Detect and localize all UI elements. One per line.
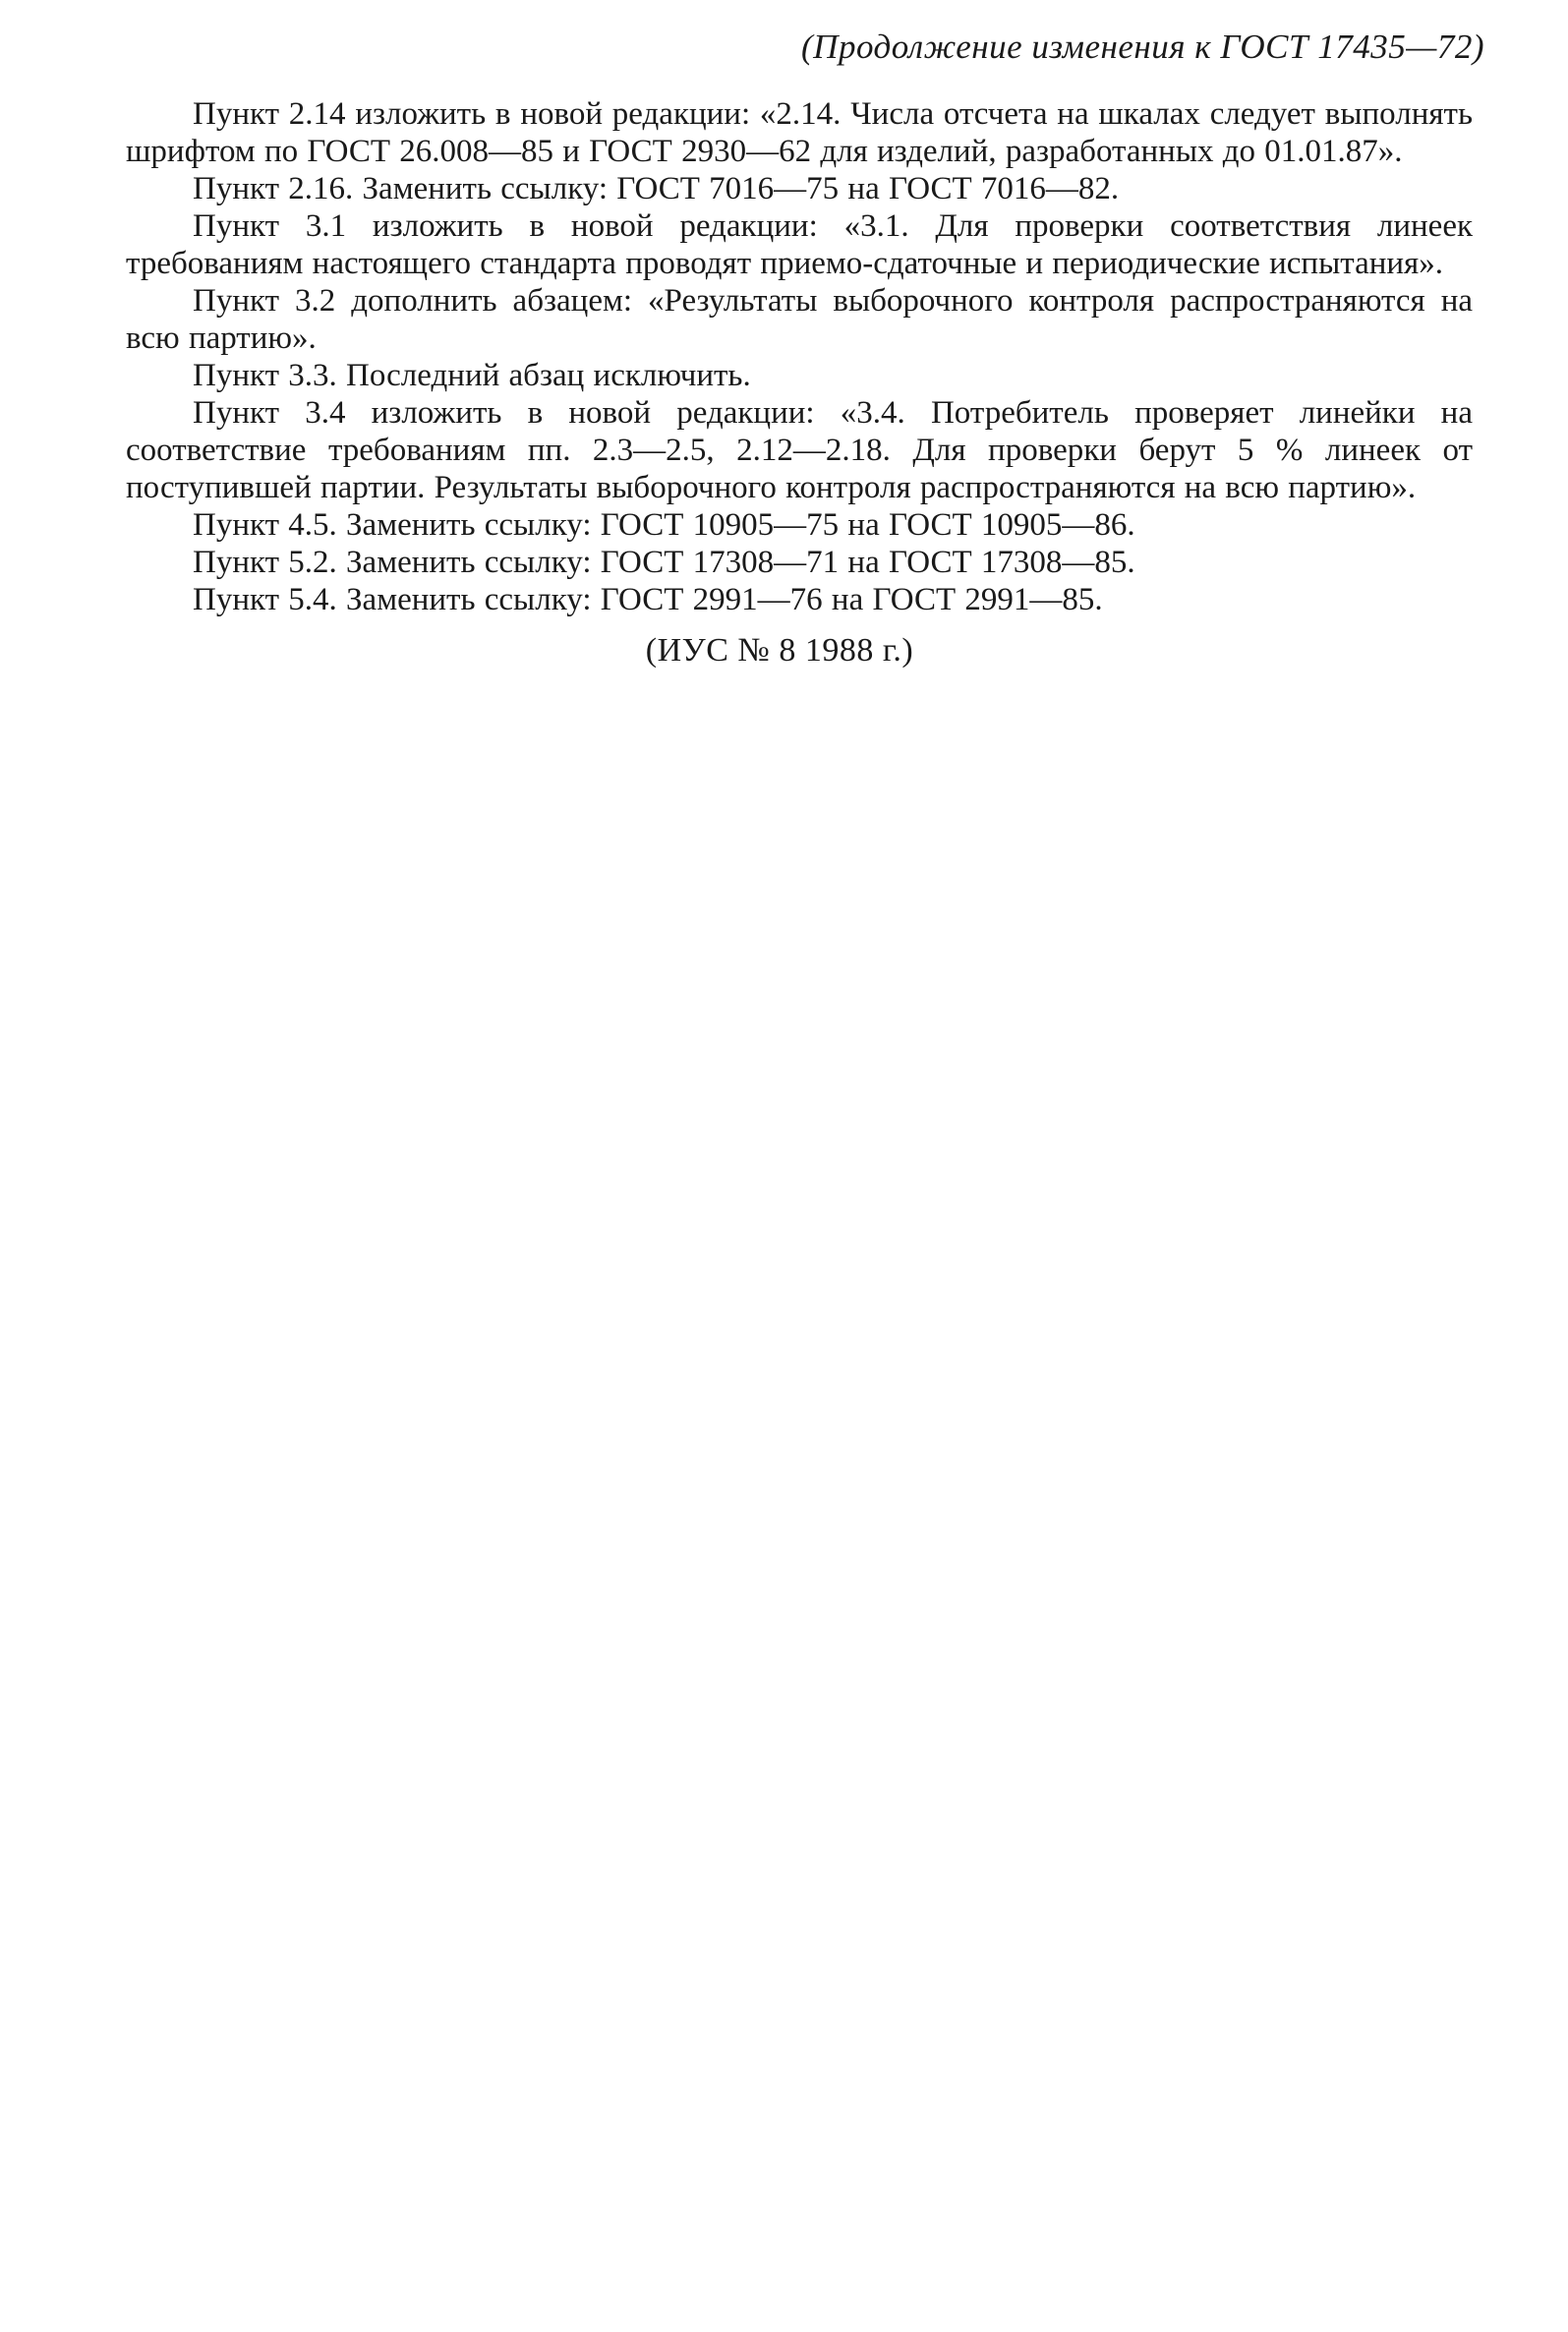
- paragraph-item-2-16: Пункт 2.16. Заменить ссылку: ГОСТ 7016—75 на ГОСТ 7016—82.: [193, 171, 1120, 206]
- paragraph-item-3-3: Пункт 3.3. Последний абзац исключить.: [193, 358, 751, 393]
- paragraph-item-5-4: Пункт 5.4. Заменить ссылку: ГОСТ 2991—76 на ГОСТ 2991—85.: [193, 582, 1103, 617]
- paragraph-item-3-4: Пункт 3.4 изложить в новой редакции: «3.4. Потребитель проверяет линейки на соответствие требованиям пп. 2.3—2.5, 2.12—2.18. Для проверки берут 5 % линеек от поступившей партии. Результаты выборочного контроля распространяются на всю партию».: [126, 395, 1473, 505]
- paragraph-item-5-2: Пункт 5.2. Заменить ссылку: ГОСТ 17308—71 на ГОСТ 17308—85.: [193, 545, 1135, 580]
- publication-reference: (ИУС № 8 1988 г.): [645, 632, 914, 669]
- paragraph-item-2-14: Пункт 2.14 изложить в новой редакции: «2.14. Числа отсчета на шкалах следует выполнять шрифтом по ГОСТ 26.008—85 и ГОСТ 2930—62 для изделий, разработанных до 01.01.87».: [126, 96, 1473, 169]
- paragraph-item-4-5: Пункт 4.5. Заменить ссылку: ГОСТ 10905—75 на ГОСТ 10905—86.: [193, 507, 1135, 543]
- document-body: [126, 95, 1473, 670]
- paragraph-item-3-1: Пункт 3.1 изложить в новой редакции: «3.1. Для проверки соответствия линеек требованиям настоящего стандарта проводят приемо-сдаточные и периодические испытания».: [126, 208, 1473, 281]
- continuation-header: (Продолжение изменения к ГОСТ 17435—72): [801, 28, 1484, 66]
- paragraph-item-3-2: Пункт 3.2 дополнить абзацем: «Результаты выборочного контроля распространяются на всю партию».: [126, 283, 1473, 356]
